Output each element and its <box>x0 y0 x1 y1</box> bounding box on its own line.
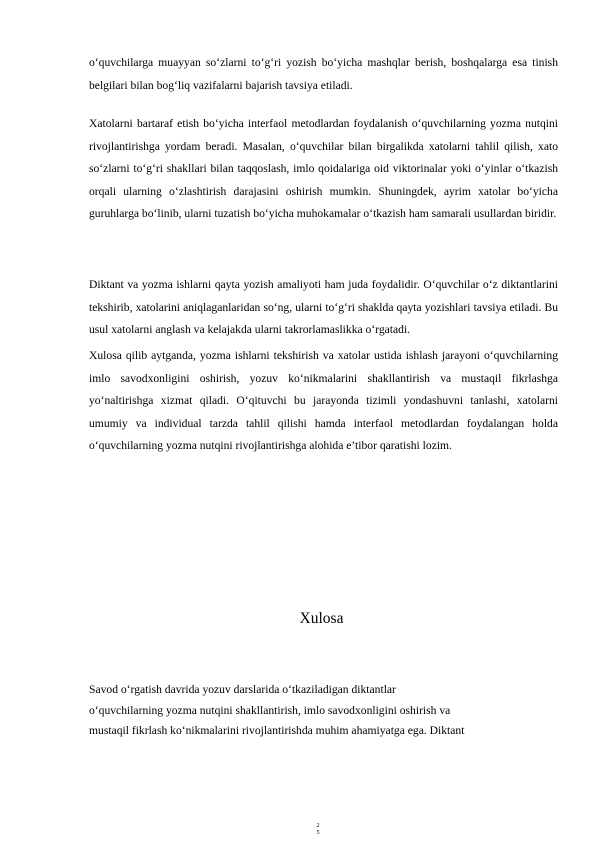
page-number-digit: 5 <box>316 830 320 836</box>
paragraph-text: Xatolarni bartaraf etish bo‘yicha interfaol metodlardan foydalanish o‘quvchilarning yozma nutqini rivojlantirishga yordam beradi. Masalan, o‘quvchilar bilan birgalikda xatolarni tahlil qilish, xato so‘zlarni to‘g‘ri shakllari bilan taqqoslash, imlo qoidalariga oid viktorinalar yoki o‘yinlar o‘tkazish orqali ularning o‘zlashtirish darajasini oshirish mumkin. Shuningdek, ayrim xatolar bo‘yicha guruhlarga bo‘linib, ularni tuzatish bo‘yicha muhokamalar o‘tkazish ham samarali usullardan biridir. <box>89 117 558 221</box>
conclusion-line: Savod o‘rgatish davrida yozuv darslarida o‘tkaziladigan diktantlar <box>89 683 396 696</box>
paragraph-text: o‘quvchilarga muayyan so‘zlarni to‘g‘ri yozish bo‘yicha mashqlar berish, boshqalarga esa tinish belgilari bilan bog‘liq vazifalarni bajarish tavsiya etiladi. <box>89 56 558 92</box>
conclusion-paragraph <box>89 680 558 742</box>
paragraph-4 <box>89 345 558 458</box>
section-heading: Xulosa <box>299 610 344 627</box>
page-number <box>313 823 323 837</box>
conclusion-line: o‘quvchilarning yozma nutqini shakllantirish, imlo savodxonligini oshirish va <box>89 703 451 717</box>
conclusion-line: mustaqil fikrlash ko‘nikmalarini rivojlantirishda muhim ahamiyatga ega. Diktant <box>89 724 465 737</box>
paragraph-2 <box>89 113 558 226</box>
page-number-digit: 2 <box>316 823 320 829</box>
paragraph-1 <box>89 52 558 97</box>
paragraph-3 <box>89 274 558 342</box>
paragraph-text: Diktant va yozma ishlarni qayta yozish amaliyoti ham juda foydalidir. O‘quvchilar o‘z diktantlarini tekshirib, xatolarini aniqlaganlaridan so‘ng, ularni to‘g‘ri shaklda qayta yozishlari tavsiya etiladi. Bu usul xatolarni anglash va kelajakda ularni takrorlamaslikka o‘rgatadi. <box>89 278 558 337</box>
paragraph-text: Xulosa qilib aytganda, yozma ishlarni tekshirish va xatolar ustida ishlash jarayoni o‘quvchilarning imlo savodxonligini oshirish, yozuv ko‘nikmalarini shakllantirish va mustaqil fikrlashga yo‘naltirishga xizmat qiladi. O‘qituvchi bu jarayonda tizimli yondashuvni tanlashi, xatolarni umumiy va individual tarzda tahlil qilishi hamda interfaol metodlardan foydalangan holda o‘quvchilarning yozma nutqini rivojlantirishga alohida e’tibor qaratishi lozim. <box>89 349 558 453</box>
